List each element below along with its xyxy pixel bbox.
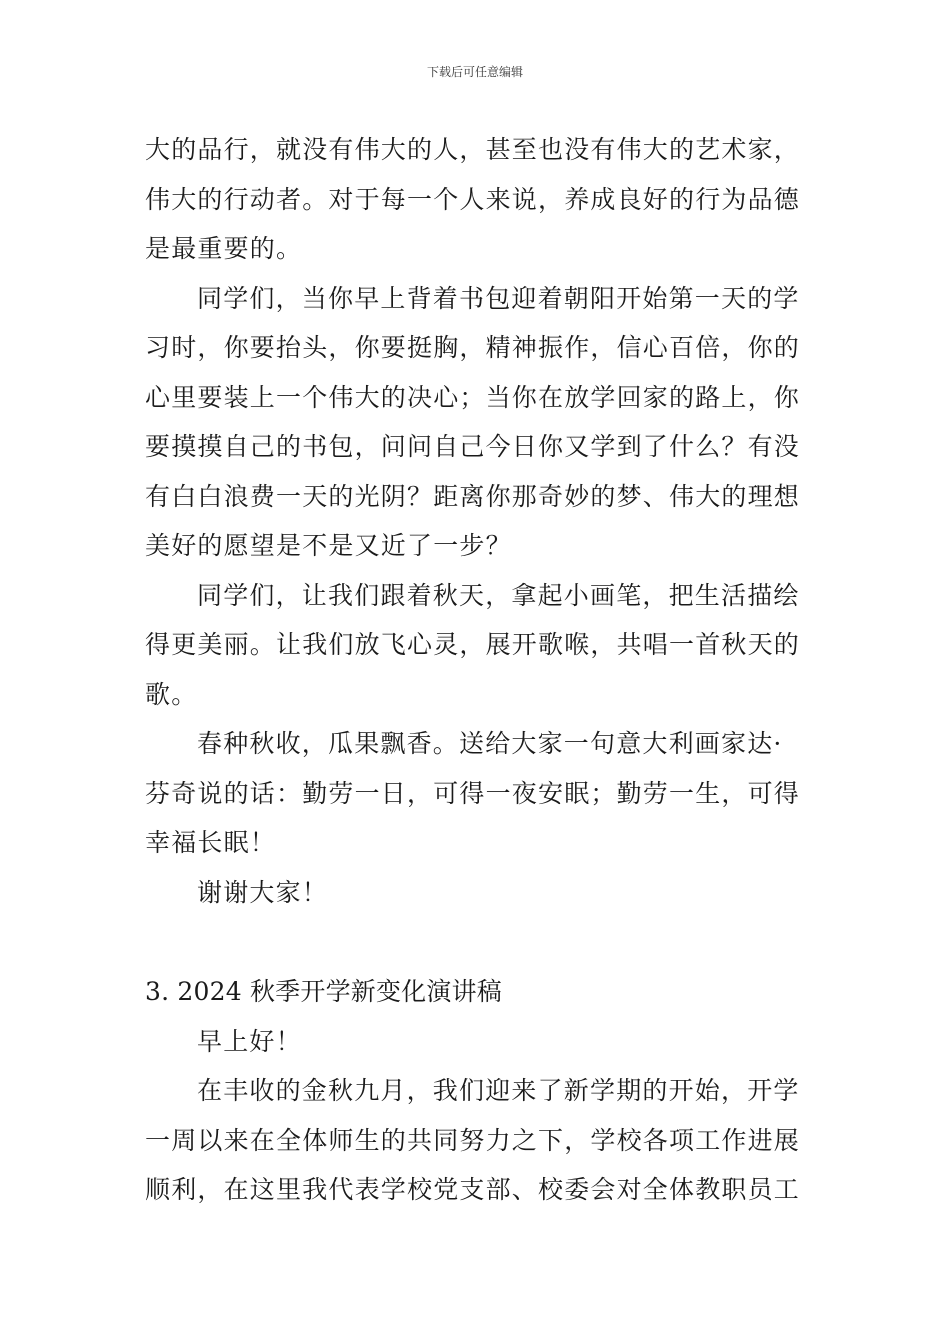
text-line: 一周以来在全体师生的共同努力之下，学校各项工作进展 <box>145 1125 801 1155</box>
paragraph <box>145 571 807 720</box>
text-line: 顺利，在这里我代表学校党支部、校委会对全体教职员工 <box>145 1175 801 1204</box>
text-line: 心里要装上一个伟大的决心；当你在放学回家的路上，你 <box>145 382 801 412</box>
text-line: 在丰收的金秋九月，我们迎来了新学期的开始，开学 <box>197 1076 800 1105</box>
paragraph <box>145 125 807 274</box>
text-line: 谢谢大家！ <box>197 877 329 907</box>
text-line: 歌。 <box>145 679 198 709</box>
paragraph <box>145 719 807 868</box>
document-body <box>145 125 807 1215</box>
text-line: 习时，你要抬头，你要挺胸，精神振作，信心百倍，你的 <box>145 333 801 362</box>
paragraph <box>145 868 807 918</box>
text-line: 春种秋收，瓜果飘香。送给大家一句意大利画家达· <box>197 729 783 758</box>
paragraph <box>145 1066 807 1215</box>
text-line: 得更美丽。让我们放飞心灵，展开歌喉，共唱一首秋天的 <box>145 630 801 659</box>
page-header: 下载后可任意编辑 <box>426 65 523 79</box>
paragraph <box>145 1017 807 1067</box>
text-line: 同学们，当你早上背着书包迎着朝阳开始第一天的学 <box>197 283 800 313</box>
text-line: 大的品行，就没有伟大的人，甚至也没有伟大的艺术家， <box>145 135 801 164</box>
text-line: 幸福长眠！ <box>145 828 277 857</box>
section-gap <box>145 917 807 967</box>
section-heading: 3. 2024 秋季开学新变化演讲稿 <box>145 977 502 1006</box>
text-line: 美好的愿望是不是又近了一步？ <box>145 531 512 560</box>
paragraph <box>145 274 807 571</box>
text-line: 伟大的行动者。对于每一个人来说，养成良好的行为品德 <box>145 184 801 214</box>
text-line: 早上好！ <box>197 1026 302 1056</box>
text-line: 是最重要的。 <box>145 234 303 263</box>
text-line: 同学们，让我们跟着秋天，拿起小画笔，把生活描绘 <box>197 580 800 610</box>
text-line: 要摸摸自己的书包，问问自己今日你又学到了什么？有没 <box>145 432 801 461</box>
text-line: 有白白浪费一天的光阴？距离你那奇妙的梦、伟大的理想 <box>145 481 801 511</box>
text-line: 芬奇说的话：勤劳一日，可得一夜安眠；勤劳一生，可得 <box>145 778 801 808</box>
